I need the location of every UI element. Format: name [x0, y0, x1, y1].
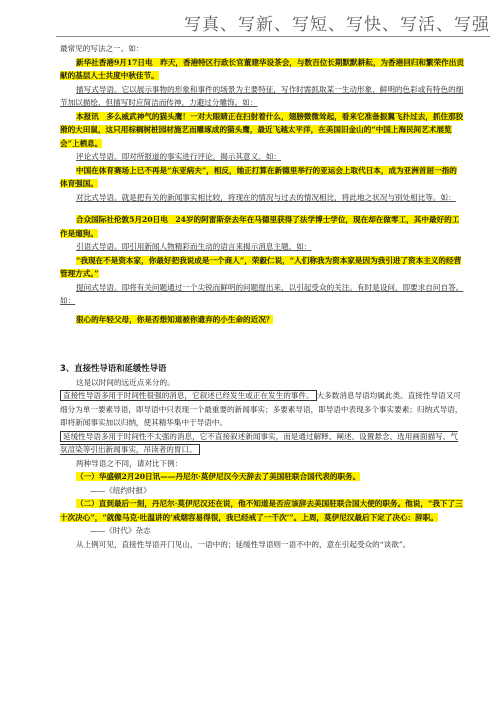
example-5-text: “我现在不是资本家，你最好把我说成是一个商人”，荣毅仁说，“人们称我为资本家是因为我引进了资本主义的经营管理方式。”: [60, 255, 462, 278]
spacer: [60, 326, 464, 348]
section-3-intro: 这是以时间的远近点来分的。: [76, 377, 175, 387]
example-5: [60, 254, 464, 281]
example-1: [60, 56, 464, 83]
conclusion: 从上例可见，直接性导语开门见山，一语中的；延缓性导语则一语不中的，意在引起受众的“谈欲”。: [76, 539, 411, 549]
example-3: [60, 164, 464, 191]
comment-text: 即对所报道的事实进行评论，揭示其意义。如：: [121, 152, 282, 161]
section-3-title: 3、直接性导语和延缓性导语: [60, 363, 167, 373]
boxed-delayed-lead: 延缓性导语多用于时间性不太强的消息，它不直接叙述新闻事实，而是通过解释、阐述、设置悬念、选用画面描写、气氛渲染等引出新闻事实，吊读者的胃口。: [60, 431, 458, 454]
quote-lead: 引语式导语。: [76, 242, 122, 251]
example-4-text: 合众国际社伦敦5月20日电 24岁的阿雷斯奈去年在马德里获得了法学博士学位，现在却在做零工，其中最好的工作是遛狗。: [60, 215, 460, 238]
example-6: [60, 313, 464, 327]
example-a-source: ——《纽约时报》: [90, 485, 151, 495]
document-body: [60, 42, 464, 551]
spacer: [60, 204, 464, 213]
intro-line: [60, 42, 464, 56]
delayed-lead-paragraph: [60, 430, 464, 457]
example-6-text: 狠心的年轻父母，你是否想知道被你遗弃的小生命的近况？: [76, 314, 274, 324]
question-text: 即将有关问题通过一个尖锐而鲜明的问题提出来，以引起受众的关注。有时是设问，即要求自问自答。如：: [60, 282, 464, 305]
boxed-direct-lead: 直接性导语多用于时间性很强的消息，它叙述已经发生或正在发生的事件。: [60, 390, 317, 401]
describe-paragraph: [60, 83, 464, 110]
describe-text: 它以展示事物的形象和事件的场景为主要特征，写作时需抓取某一生动形象、鲜明的色彩或有特色的细节加以描绘，但描写时应简洁而传神，力避过分雕饰。如：: [60, 84, 464, 107]
example-a-text: （一）华盛顿2月20日讯——丹尼尔·莫伊尼汉今天辞去了美国驻联合国代表的职务。: [76, 472, 361, 481]
direct-lead-paragraph: [60, 389, 464, 430]
compare-intro: 两种导语之不同，请对比下例：: [76, 458, 183, 468]
direct-lead-detail: 大多数消息导语均属此类。直接性导语又可细分为单一要素导语，即导语中只表现一个最重要的新闻事实；多要素导语，即导语中表现多个事实要素；归纳式导语，即将新闻事实加以归纳，使其精华集中于导语中。: [60, 391, 463, 427]
example-2: [60, 110, 464, 151]
page-header-title: 写真、写新、写短、写快、写活、写强: [184, 15, 490, 35]
question-paragraph: [60, 281, 464, 308]
example-b-text: （二）直到最后一刻，丹尼尔·莫伊尼汉还在说，他不知道是否应该辞去美国驻联合国大使的职务。他说，“我下了三十次决心”，“就像马克·吐温讲的‘戒烟容易得很，我已经戒了一千次’”。上周，莫伊尼汉最后下定了决心：辞职。: [60, 499, 463, 522]
comment-paragraph: [60, 150, 464, 164]
example-3-text: 中国在体育赛场上已不再是“东亚病夫”，相反，她正打算在新德里举行的亚运会上取代日本，成为亚洲首屈一指的体育强国。: [60, 165, 457, 188]
compare-paragraph: [60, 191, 464, 205]
example-a: [60, 470, 464, 484]
example-1-text: 新华社香港9月17日电 昨天，香港特区行政长官董建华设茶会，与数百位长期默默耕耘，为香港回归和繁荣作出贡献的基层人士共度中秋佳节。: [60, 57, 464, 80]
example-b: [60, 497, 464, 524]
question-lead: 提问式导语。: [76, 282, 122, 292]
example-4: [60, 213, 464, 240]
comment-lead: 评论式导语。: [76, 152, 122, 161]
example-b-source: ——《时代》杂志: [90, 526, 151, 535]
header-rule: [56, 36, 490, 37]
intro-line-text: 最常见的写法之一。如：: [60, 44, 144, 53]
example-2-text: 本报讯 多么威武神气的猫头鹰！一对大眼睛正在扫射着什么，翅膀微微耸起，看来它准备振翼飞扑过去，抓住那狡猾的大田鼠，这只用棕榈树桩园材施艺而雕琢成的猫头鹰，最近飞越太平洋，在美国旧金山的“中国上海民间艺术展览会”上栖息。: [60, 111, 464, 148]
describe-lead: 描写式导语。: [76, 84, 122, 94]
quote-paragraph: [60, 240, 464, 254]
quote-text: 即引用新闻人物精彩而生动的语言来揭示消息主题。如：: [121, 242, 312, 251]
compare-lead: 对比式导语。: [76, 192, 122, 202]
compare-text: 就是把有关的新闻事实相比较，将现在的情况与过去的情况相比，将此地之状况与别处相比等。如：: [121, 192, 456, 202]
